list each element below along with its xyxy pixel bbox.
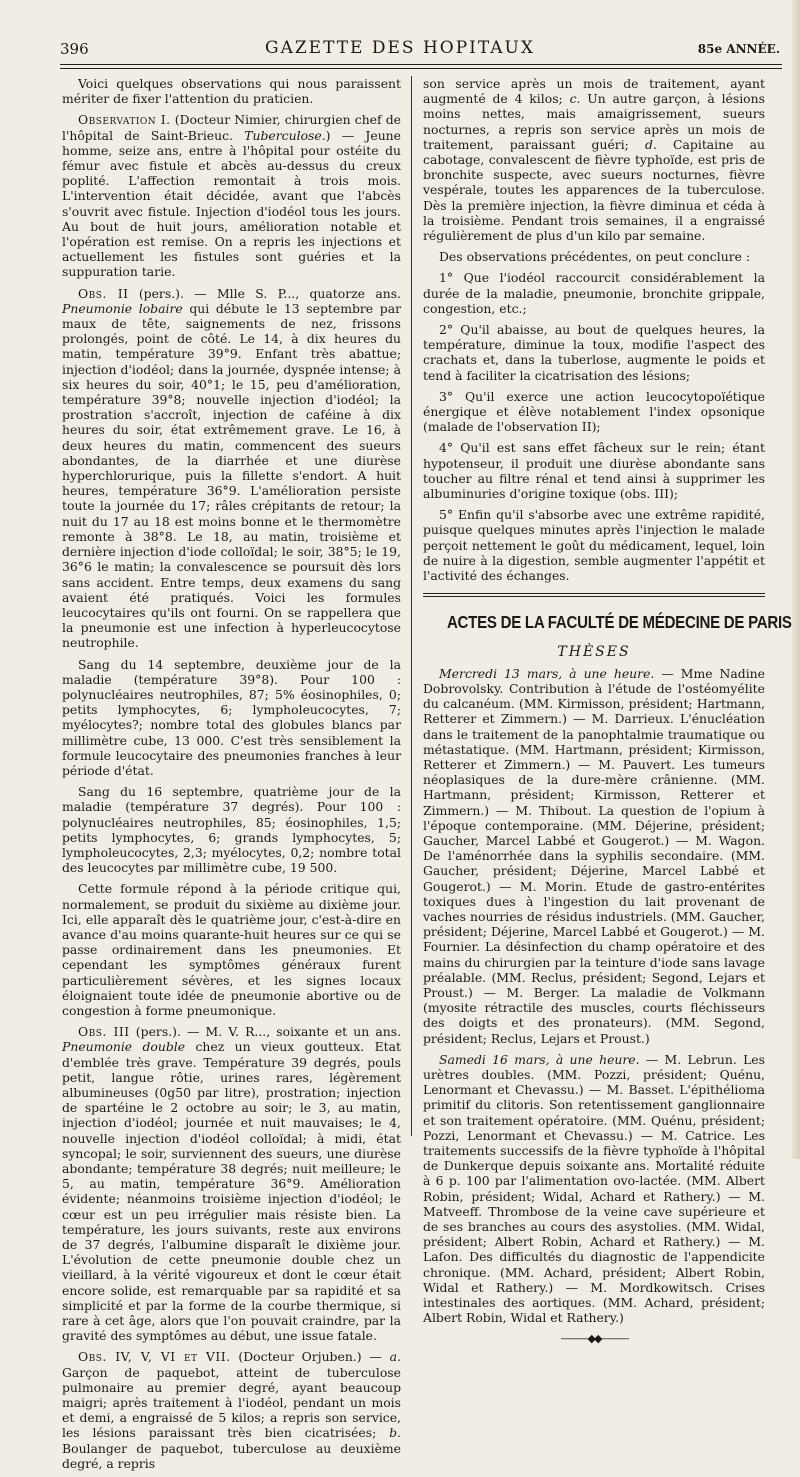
year-label: 85e ANNÉE. xyxy=(697,42,780,56)
journal-title: GAZETTE DES HOPITAUX xyxy=(264,38,535,58)
page-number: 396 xyxy=(60,40,89,58)
conclusion-2: 2° Qu'il abaisse, au bout de quelques heures, la température, diminue la toux, modifie l'aspect des crachats et, dans la tuberlose, augmente le poids et tend à faciliter la cicatrisation des lésions; xyxy=(423,322,765,383)
obs-diagnosis: Pneumonie lobaire xyxy=(62,300,183,316)
obs-text: qui débute le 13 septembre par maux de tête, saignements de nez, frissons prolongés, point de côté. Le 14, à dix heures du matin, température 39°9. Enfant très abattue; injection d'iodéol; dans la journée, dyspnée intense; à six heures du soir, 40°1; le 15, peu d'amélioration, température 39°8; nouvelle injection d'iodéol; la prostration s'accroît, injection de caféine à dix heures du soir, état extrêmement grave. Le 16, à deux heures du matin, commencent des sueurs abondantes, de la diarrhée et une diurèse hyperchlorurique, puis la fillette s'endort. A huit heures, température 36°9. L'amélioration persiste toute la journée du 17; râles crépitants de retour; la nuit du 17 au 18 est moins bonne et le thermomètre remonte à 38°8. Le 18, au matin, troisième et dernière injection d'iode colloïdal; le soir, 38°5; le 19, 36°6 le matin; la convalescence se poursuit dès lors sans accident. Entre temps, deux examens du sang avaient été pratiqués. Voici les formules leucocytaires qu'ils ont fourni. On se rappellera que la pneumonie est une infection à hyperleucocytose neutrophile. xyxy=(62,300,401,651)
obs-diagnosis: Tuberculose. xyxy=(244,127,326,143)
obs-text: (pers.). — M. V. R..., soixante et un ans. xyxy=(129,1024,402,1040)
theses-wednesday xyxy=(423,666,765,1046)
section-rule-thin xyxy=(423,596,765,597)
obs-text: Garçon de paquebot, atteint de tuberculose pulmonaire au premier degré, ayant beaucoup maigri; après traitement à l'iodéol, pendant un mois et demi, a engraissé de 5 kilos; a repris son service, les lésions paraissant très bien cicatrisées; xyxy=(62,1364,401,1441)
obs-diagnosis: Pneumonie double xyxy=(62,1039,186,1055)
obs-text: (Docteur Nimier, chirurgien chef de l'hôpital de Saint-Brieuc. xyxy=(62,112,401,143)
header-rule xyxy=(60,64,782,65)
theses-list: — M. Lebrun. Les urètres doubles. (MM. Pozzi, président; Quénu, Lenormant et Chevassu.) — M. Basset. L'épithélioma primitif du clitoris. Son retentissement ganglionnaire et son traitement opératoire. (MM. Quénu, président; Pozzi, Lenormant et Chevassu.) — M. Catrice. Les traitements successifs de la fièvre typhoïde à l'hôpital de Dunkerque depuis soixante ans. Mortalité réduite à 6 p. 100 par l'alimentation ovo-lactée. (MM. Albert Robin, président; Widal, Achard et Rathery.) — M. Matveeff. Thrombose de la veine cave supérieure et de ses branches au cours des asystolies. (MM. Widal, président; Albert Robin, Achard et Rathery.) — M. Lafon. Des difficultés du diagnostic de l'appendicite chronique. (MM. Achard, président; Albert Robin, Widal et Rathery.) — M. Mordkowitsch. Crises intestinales des aortiques. (MM. Achard, président; Albert Robin, Widal et Rathery.) xyxy=(423,1051,765,1326)
obs-text: chez un vieux goutteux. Etat d'emblée très grave. Température 39 degrés, pouls petit, langue rôtie, urines rares, légèrement albumineuses (0g50 par litre), prostration; injection de spartéine le 2 octobre au soir; le 3, au matin, injection d'iodéol; journée et nuit mauvaises; le 4, nouvelle injection d'iodéol colloïdal; à midi, état syncopal; le soir, surviennent des sueurs, une diurèse abondante; température 38 degrés; nuit meilleure; le 5, au matin, température 36°9. Amélioration évidente; néanmoins troisième injection d'iodéol; le cœur est un peu irrégulier mais résiste bien. La température, les jours suivants, reste aux environs de 37 degrés, l'albumine disparaît le dixième jour. L'évolution de cette pneumonie double chez un vieillard, à la vérité vigoureux et dont le cœur était encore solide, est remarquable par sa rapidité et sa simplicité et par la forme de la courbe thermique, si rare à cet âge, alors que l'on pouvait craindre, par la gravité des symptômes au début, une issue fatale. xyxy=(62,1039,401,1344)
obs-label: Obs. III xyxy=(78,1024,130,1040)
theses-list: — Mme Nadine Dobrovolsky. Contribution à l'étude de l'ostéomyélite du calcanéum. (MM. Kirmisson, président; Hartmann, Retterer et Zimmern.) — M. Darrieux. L'énucléation dans le traitement de la panophtalmie traumatique ou métastatique. (MM. Hartmann, président; Kirmisson, Retterer et Zimmern.) — M. Pauvert. Les tumeurs néoplasiques de la dure-mère crânienne. (MM. Hartmann, président; Kirmisson, Retterer et Zimmern.) — M. Thibout. La question de l'opium à l'époque contemporaine. (MM. Déjerine, président; Gaucher, Marcel Labbé et Gougerot.) — M. Wagon. De l'aménorrhée dans la syphilis secondaire. (MM. Gaucher, président; Déjerine, Marcel Labbé et Gougerot.) — M. Morin. Etude de gastro-entérites toxiques dues à l'ingestion du lait provenant de vaches nourries de résidus industriels. (MM. Gaucher, président; Déjerine, Marcel Labbé et Gougerot.) — M. Fournier. La désinfection du champ opératoire et des mains du chirurgien par la teinture d'iode sans lavage préalable. (MM. Reclus, président; Segond, Lejars et Proust.) — M. Berger. La maladie de Volkmann (myosite rétractile des muscles, courts fléchisseurs des doigts et des pronateurs). (MM. Segond, président; Reclus, Lejars et Proust.) xyxy=(423,665,765,1046)
page-edge xyxy=(792,0,800,1159)
intro-paragraph: Voici quelques observations qui nous paraissent mériter de fixer l'attention du praticien. xyxy=(62,76,401,107)
session-date: Mercredi 13 mars, à une heure. xyxy=(439,665,655,681)
conclusion-intro: Des observations précédentes, on peut conclure : xyxy=(439,249,751,265)
observation-3 xyxy=(62,1024,401,1343)
section-title: ACTES DE LA FACULTÉ DE MÉDECINE DE PARIS xyxy=(446,612,792,633)
end-ornament: ———◆◆——— xyxy=(560,1332,628,1346)
conclusion-1: 1° Que l'iodéol raccourcit considérablement la durée de la maladie, pneumonie, bronchite grippale, congestion, etc.; xyxy=(423,270,765,316)
section-rule xyxy=(423,593,765,594)
obs-text: Capitaine au cabotage, convalescent de fièvre typhoïde, est pris de bronchite suspecte, avec sueurs nocturnes, fièvre vespérale, toutes les apparences de la tuberculose. Dès la première injection, la fièvre diminua et céda à la troisième. Pendant trois semaines, il a engraissé régulièrement de plus d'un kilo par semaine. xyxy=(423,136,765,244)
obs2-comment: Cette formule répond à la période critique qui, normalement, se produit du sixième au dixième jour. Ici, elle apparaît dès le quatrième jour, c'est-à-dire en avance d'au moins quarante-huit heures sur ce qui se passe ordinairement dans les pneumonies. Et cependant les symptômes généraux furent particulièrement sévères, et les signes locaux éloignaient toute idée de pneumonie abortive ou de congestion à forme pneumonique. xyxy=(62,881,401,1018)
obs-text: Boulanger de paquebot, tuberculose au deuxième degré, a repris xyxy=(62,1440,401,1471)
left-column xyxy=(62,76,401,1477)
observation-4-7 xyxy=(62,1349,401,1471)
case-letter: b. xyxy=(389,1425,401,1441)
observation-2 xyxy=(62,286,401,651)
conclusion-4: 4° Qu'il est sans effet fâcheux sur le rein; étant hypotenseur, il produit une diurèse abondante sans toucher au filtre rénal et tend ainsi à supprimer les albuminuries d'origine toxique (obs. III); xyxy=(423,440,765,502)
obs-text: (pers.). — Mlle S. P..., quatorze ans. xyxy=(128,285,401,301)
case-letter: c. xyxy=(569,91,581,107)
theses-saturday xyxy=(423,1052,765,1326)
subsection-title: THÈSES xyxy=(557,643,631,660)
obs-text: ) — Jeune homme, seize ans, entre à l'hôpital pour ostéite du fémur avec fistule et abcès au-dessus du creux poplité. L'affection remontait à trois mois. L'intervention était décidée, avant que l'abcès s'ouvrit avec fistule. Injection d'iodéol tous les jours. Au bout de huit jours, amélioration notable et l'opération est remise. On a repris les injections et actuellement les fistules sont guéries et la suppuration tarie. xyxy=(62,127,401,280)
conclusion-5: 5° Enfin qu'il s'absorbe avec une extrême rapidité, puisque quelques minutes après l'injection le malade perçoit nettement le goût du médicament, lequel, loin de nuire à la digestion, semble augmenter l'appétit et l'activité des échanges. xyxy=(423,507,765,584)
observation-continuation xyxy=(423,76,765,243)
page-header xyxy=(0,0,800,68)
right-column xyxy=(423,76,792,1347)
obs-text: son service après un mois de traitement, ayant augmenté de 4 kilos; xyxy=(423,76,765,107)
obs-text: (Docteur Orjuben.) — xyxy=(230,1349,390,1365)
observation-1 xyxy=(62,112,401,279)
case-letter: a. xyxy=(389,1349,401,1365)
obs-label: Obs. IV, V, VI et VII. xyxy=(78,1349,231,1365)
case-letter: d. xyxy=(645,136,657,152)
header-rule-thin xyxy=(60,68,782,69)
obs-label: Obs. II xyxy=(78,285,129,301)
obs2-blood-2: Sang du 16 septembre, quatrième jour de la maladie (température 37 degrés). Pour 100 : polynucléaires neutrophiles, 85; éosinophiles, 1,5; petits lymphocytes, 6; grands lymphocytes, 5; lympholeucocytes, 2,3; myélocytes, 0,2; nombre total des leucocytes par millimètre cube, 19 500. xyxy=(62,784,401,876)
column-divider xyxy=(411,76,412,1136)
conclusion-3: 3° Qu'il exerce une action leucocytopoïétique énergique et élève notablement l'index opsonique (malade de l'observation II); xyxy=(423,388,765,435)
obs2-blood-1: Sang du 14 septembre, deuxième jour de la maladie (température 39°8). Pour 100 : polynucléaires neutrophiles, 87; 5% éosinophiles, 0; petits lymphocytes, 6; lympholeucocytes, 7; myélocytes?; nombre total des globules blancs par millimètre cube, 13 000. C'est très sensiblement la formule leucocytaire des pneumonies franches à leur période d'état. xyxy=(62,656,401,778)
session-date: Samedi 16 mars, à une heure. xyxy=(439,1051,640,1067)
obs-label: Observation I. xyxy=(78,112,171,128)
obs-text: Un autre garçon, à lésions moins nettes, mais amaigrissement, sueurs nocturnes, a repris son service après un mois de traitement, paraissant guéri; xyxy=(423,91,765,152)
